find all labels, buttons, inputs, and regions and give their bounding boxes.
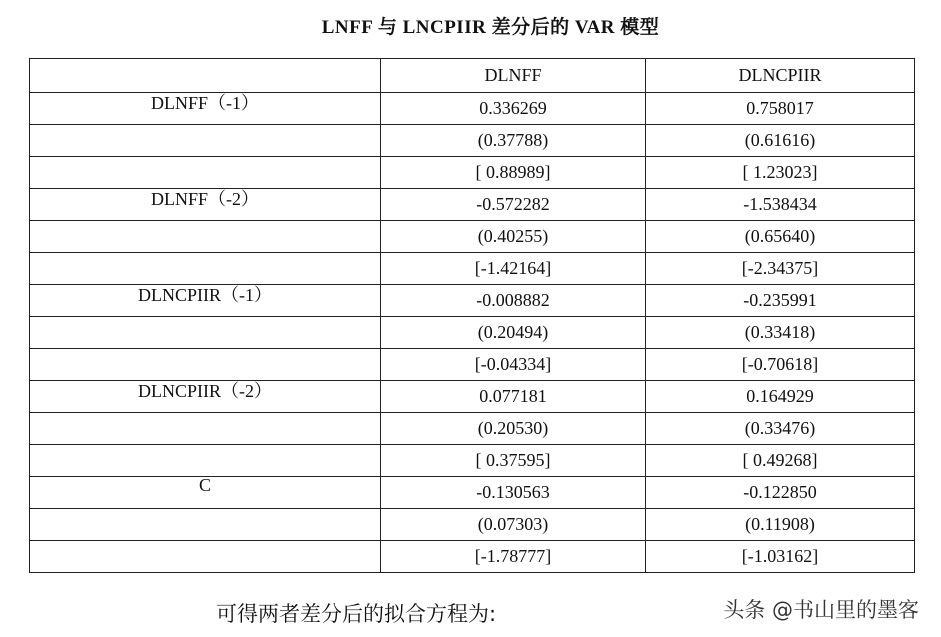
row-label-cell [30, 413, 381, 445]
dlncpiir-value-cell: (0.11908) [646, 509, 915, 541]
dlnff-value-cell: [-1.78777] [381, 541, 646, 573]
dlncpiir-value-cell: [-2.34375] [646, 253, 915, 285]
dlncpiir-value-cell: (0.33418) [646, 317, 915, 349]
row-label: DLNCPIIR（-1） [138, 284, 272, 305]
row-label-cell [30, 477, 381, 509]
table-row [30, 285, 915, 317]
dlncpiir-value-cell: (0.65640) [646, 221, 915, 253]
dlnff-value-cell: 0.077181 [381, 381, 646, 413]
row-label-cell [30, 93, 381, 125]
row-label-cell [30, 125, 381, 157]
dlnff-value-cell: [-0.04334] [381, 349, 646, 381]
table-row [30, 509, 915, 541]
row-label-cell [30, 541, 381, 573]
dlnff-value-cell: (0.40255) [381, 221, 646, 253]
watermark: 头条 @书山里的墨客 [723, 598, 919, 622]
dlncpiir-value-cell: 0.758017 [646, 93, 915, 125]
table-row [30, 477, 915, 509]
row-label: DLNFF（-1） [150, 92, 259, 113]
row-label-cell [30, 189, 381, 221]
dlncpiir-value-cell: -0.122850 [646, 477, 915, 509]
dlnff-value-cell: [ 0.37595] [381, 445, 646, 477]
dlnff-value-cell: [ 0.88989] [381, 157, 646, 189]
dlnff-value-cell: -0.008882 [381, 285, 646, 317]
dlncpiir-value-cell: [-1.03162] [646, 541, 915, 573]
dlnff-value-cell: (0.37788) [381, 125, 646, 157]
row-label-cell [30, 221, 381, 253]
dlncpiir-value-cell: -1.538434 [646, 189, 915, 221]
table-row [30, 445, 915, 477]
table-row [30, 189, 915, 221]
dlnff-value-cell: 0.336269 [381, 93, 646, 125]
table-row [30, 413, 915, 445]
row-label: DLNCPIIR（-2） [138, 380, 272, 401]
table-row [30, 93, 915, 125]
row-label-cell [30, 509, 381, 541]
var-table-body [30, 59, 915, 573]
dlnff-value-cell: (0.20530) [381, 413, 646, 445]
dlnff-value-cell: (0.07303) [381, 509, 646, 541]
dlncpiir-value-cell: [ 1.23023] [646, 157, 915, 189]
dlncpiir-value-cell: 0.164929 [646, 381, 915, 413]
dlnff-value-cell: -0.572282 [381, 189, 646, 221]
dlnff-value-cell: (0.20494) [381, 317, 646, 349]
table-row [30, 317, 915, 349]
footer-text: 可得两者差分后的拟合方程为: [216, 602, 497, 626]
row-label: C [198, 475, 211, 495]
header-cell-dlncpiir: DLNCPIIR [646, 59, 915, 93]
table-row [30, 541, 915, 573]
dlncpiir-value-cell: (0.33476) [646, 413, 915, 445]
dlncpiir-value-cell: -0.235991 [646, 285, 915, 317]
table-header-row [30, 59, 915, 93]
row-label-cell [30, 317, 381, 349]
table-row [30, 221, 915, 253]
dlnff-value-cell: -0.130563 [381, 477, 646, 509]
row-label: DLNFF（-2） [150, 188, 259, 209]
dlncpiir-value-cell: [ 0.49268] [646, 445, 915, 477]
dlnff-value-cell: [-1.42164] [381, 253, 646, 285]
table-row [30, 125, 915, 157]
dlncpiir-value-cell: (0.61616) [646, 125, 915, 157]
var-model-table [29, 58, 915, 573]
dlncpiir-value-cell: [-0.70618] [646, 349, 915, 381]
table-row [30, 381, 915, 413]
row-label-cell [30, 381, 381, 413]
header-cell-dlnff: DLNFF [381, 59, 646, 93]
row-label-cell [30, 445, 381, 477]
table-title: LNFF 与 LNCPIIR 差分后的 VAR 模型 [321, 17, 660, 38]
header-cell-variable [30, 59, 381, 93]
row-label-cell [30, 285, 381, 317]
